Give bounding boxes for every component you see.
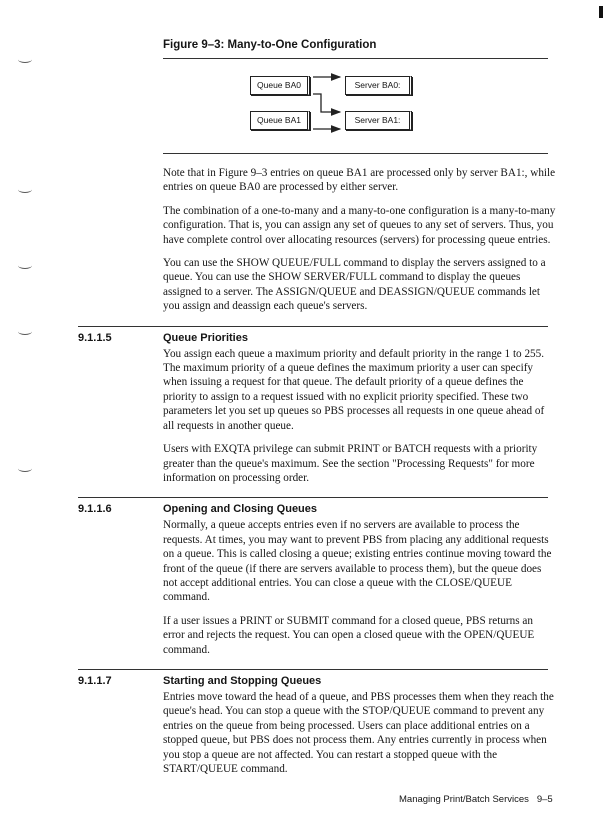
intro-paragraph: You can use the SHOW QUEUE/FULL command to display the servers assigned to a queue. You can use the SHOW SERVER/FULL command to display the queues assigned to a server. The ASSIGN/QUEUE and DEASSIGN/QUEUE commands let you assign and deassign each queue's servers.: [163, 257, 546, 313]
intro-text: [163, 166, 556, 314]
section-number: 9.1.1.5: [78, 331, 112, 344]
section-rule: [78, 326, 548, 327]
section-paragraph: Normally, a queue accepts entries even if no servers are available to process the requests. At times, you may want to prevent PBS from placing any additional requests on a queue. This is called closing a queue; existing entries continue moving toward the front of the queue (if there are servers available to process them), but the queue does not accept additional entries. You can close a queue with the CLOSE/QUEUE command.: [163, 519, 552, 604]
intro-paragraph: Note that in Figure 9–3 entries on queue BA1 are processed only by server BA1:, while entries on queue BA0 are processed by either server.: [163, 167, 556, 194]
section-paragraph: Users with EXQTA privilege can submit PRINT or BATCH requests with a priority greater than the queue's maximum. See the section "Processing Requests" for more information on processing order.: [163, 443, 538, 484]
section-rule: [78, 497, 548, 498]
section-paragraph: Entries move toward the head of a queue, and PBS processes them when they reach the queue's head. You can stop a queue with the STOP/QUEUE command to prevent any entries on the queue from being processed. Users can place additional entries on a stopped queue, but PBS does not process them. Any entries currently in process when you stop a queue are not affected. You can restart a stopped queue with the START/QUEUE command.: [163, 690, 554, 775]
section-title: Starting and Stopping Queues: [163, 674, 322, 687]
section-paragraph: If a user issues a PRINT or SUBMIT command for a closed queue, PBS returns an error and rejects the request. You can open a closed queue with the OPEN/QUEUE command.: [163, 614, 535, 656]
running-title: Managing Print/Batch Services: [399, 794, 529, 806]
margin-mark: [18, 465, 32, 472]
server-box-ba0: Server BA0:: [345, 76, 412, 95]
section-opening-closing-queues: [78, 497, 556, 657]
section-title: Opening and Closing Queues: [163, 503, 318, 516]
margin-mark: [18, 328, 32, 335]
section-starting-stopping-queues: [78, 669, 556, 776]
page-footer: [399, 794, 604, 806]
section-queue-priorities: [78, 326, 556, 486]
figure-diagram-area: [163, 65, 548, 151]
arrow-queue-ba0-to-server-ba1: [313, 94, 340, 112]
figure-bottom-rule: [163, 153, 548, 154]
margin-mark: [18, 262, 32, 269]
margin-mark: [18, 186, 32, 193]
section-number: 9.1.1.7: [78, 674, 112, 687]
section-title: Queue Priorities: [163, 331, 248, 344]
section-paragraph: You assign each queue a maximum priority and default priority in the range 1 to 255. The maximum priority of a queue defines the maximum priority a user can specify when issuing a request for that queue. The default priority of a queue defines the priority to assign to a request issued with no explicit priority specified. These two parameters let you set up queues so PBS processes all requests in one queue ahead of all requests in another queue.: [163, 347, 545, 432]
queue-box-ba1: Queue BA1: [250, 111, 310, 130]
section-number: 9.1.1.6: [78, 503, 112, 516]
queue-box-ba0: Queue BA0: [250, 76, 310, 95]
page-number: 9–5: [536, 794, 553, 806]
server-box-ba1: Server BA1:: [345, 111, 412, 130]
section-heading: [78, 331, 556, 345]
figure-top-rule: [163, 58, 548, 59]
intro-paragraph: The combination of a one-to-many and a many-to-one configuration is a many-to-many configuration. That is, you can assign any set of queues to any set of servers. Thus, you have complete control over allocating resources (servers) for processing queue entries.: [163, 204, 556, 246]
corner-mark: [599, 6, 603, 18]
section-rule: [78, 669, 548, 670]
section-heading: [78, 674, 556, 688]
figure-title: Figure 9–3: Many-to-One Configuration: [163, 39, 377, 51]
section-heading: [78, 502, 556, 516]
margin-mark: [18, 56, 32, 63]
